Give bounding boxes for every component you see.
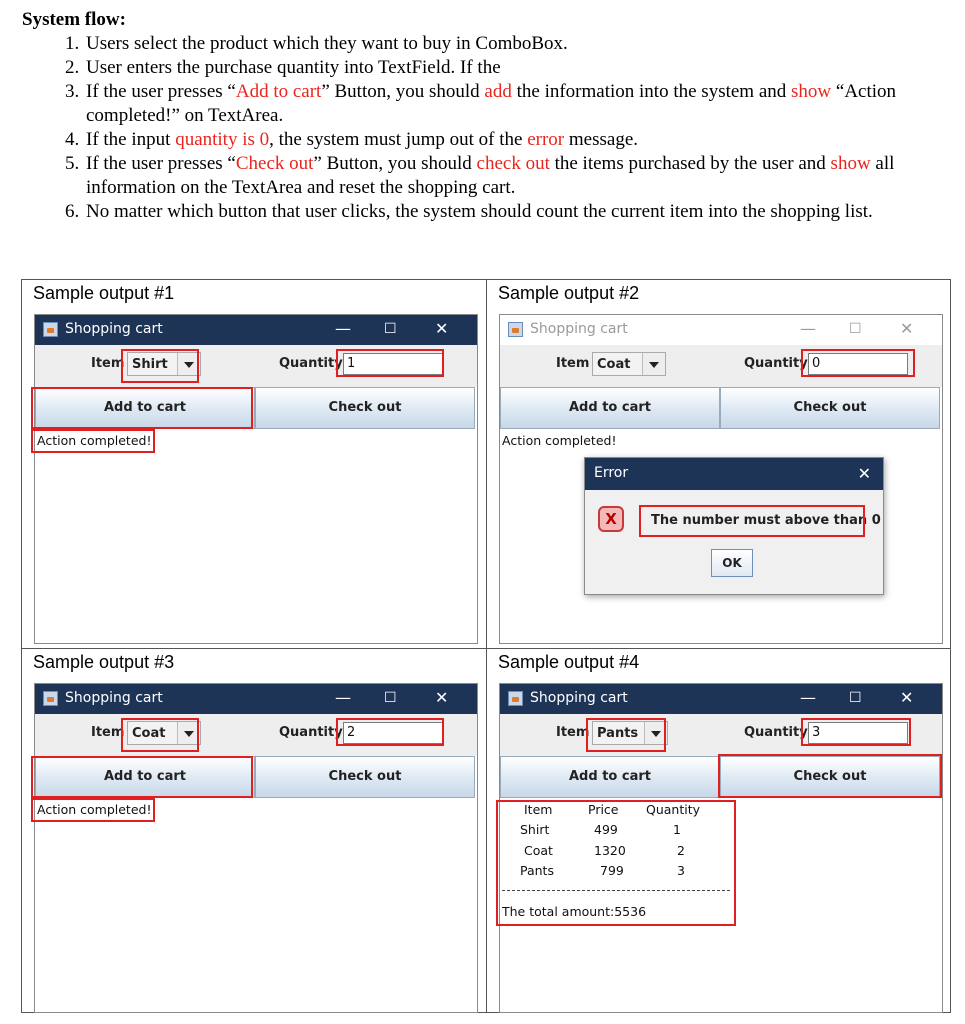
receipt-cell: 799 xyxy=(600,863,624,878)
java-app-icon xyxy=(43,691,58,706)
receipt-cell: Pants xyxy=(520,863,554,878)
step5-red: Check out xyxy=(235,153,314,174)
quantity-label: Quantity xyxy=(744,356,808,371)
add-to-cart-button[interactable]: Add to cart xyxy=(35,756,255,798)
error-message: The number must above than 0 xyxy=(651,513,881,528)
highlight-box xyxy=(31,756,253,798)
flow-step-3 xyxy=(84,80,947,128)
system-flow xyxy=(22,8,947,224)
item-label: Item xyxy=(91,356,125,371)
check-out-button[interactable]: Check out xyxy=(255,756,475,798)
step3-text: ” Button, you should xyxy=(321,81,485,102)
add-to-cart-button[interactable]: Add to cart xyxy=(500,756,720,798)
receipt-cell: 3 xyxy=(677,863,685,878)
output-textarea[interactable] xyxy=(35,798,477,1012)
receipt-cell: 2 xyxy=(677,843,685,858)
add-to-cart-button[interactable]: Add to cart xyxy=(35,387,255,429)
step5-text: ” Button, you should xyxy=(313,153,477,174)
item-label: Item xyxy=(556,356,590,371)
step3-red: Add to cart xyxy=(235,81,322,102)
add-to-cart-button[interactable]: Add to cart xyxy=(500,387,720,429)
maximize-icon[interactable]: ☐ xyxy=(384,321,397,337)
close-icon[interactable]: ✕ xyxy=(900,688,914,707)
window-title: Shopping cart xyxy=(65,690,163,706)
highlight-box xyxy=(336,349,444,377)
receipt-cell: 499 xyxy=(594,822,618,837)
flow-title: System flow: xyxy=(22,9,126,30)
quantity-label: Quantity xyxy=(744,725,808,740)
chevron-down-icon[interactable] xyxy=(642,353,665,375)
step3-red: add xyxy=(484,81,512,102)
highlight-box xyxy=(336,718,444,746)
error-dialog xyxy=(584,457,884,595)
output-textarea[interactable] xyxy=(35,429,477,643)
combo-value: Pants xyxy=(597,726,639,741)
highlight-box xyxy=(801,718,911,746)
window-title: Shopping cart xyxy=(65,321,163,337)
receipt-cell: Shirt xyxy=(520,822,550,837)
step3-text: If the user presses “ xyxy=(86,81,236,102)
step4-red: error xyxy=(527,129,565,150)
textarea-text: Action completed! xyxy=(502,433,617,448)
highlight-box xyxy=(31,798,155,822)
item-combobox[interactable] xyxy=(592,352,666,376)
ok-button[interactable]: OK xyxy=(711,549,753,577)
textarea-text: Action completed! xyxy=(37,433,152,448)
maximize-icon[interactable]: ☐ xyxy=(849,690,862,706)
minimize-icon[interactable]: — xyxy=(800,319,816,338)
check-out-button[interactable]: Check out xyxy=(720,387,940,429)
maximize-icon[interactable]: ☐ xyxy=(849,321,862,337)
highlight-box xyxy=(31,429,155,453)
item-label: Item xyxy=(556,725,590,740)
step3-text: “Action completed!” on TextArea. xyxy=(86,81,897,126)
step5-red: check out xyxy=(476,153,550,174)
receipt-cell: 1320 xyxy=(594,843,626,858)
sample-cell-2 xyxy=(487,280,951,648)
highlight-box xyxy=(718,754,942,798)
step4-text: message. xyxy=(564,129,639,150)
flow-step-2: 2. User enters the purchase quantity into TextField. If the xyxy=(84,56,947,80)
java-app-icon xyxy=(508,322,523,337)
error-icon: X xyxy=(598,506,624,532)
flow-step-1: 1. Users select the product which they want to buy in ComboBox. xyxy=(84,32,947,56)
window-title: Shopping cart xyxy=(530,321,628,337)
sample-title: Sample output #1 xyxy=(33,283,175,303)
shopping-cart-window xyxy=(34,683,478,1013)
receipt-header: Price xyxy=(588,802,619,817)
sample-cell-3 xyxy=(22,649,486,1017)
item-label: Item xyxy=(91,725,125,740)
title-bar xyxy=(500,315,942,345)
close-icon[interactable]: ✕ xyxy=(435,688,449,707)
step5-red: show xyxy=(830,153,871,174)
highlight-box xyxy=(639,505,865,537)
receipt-total: The total amount:5536 xyxy=(502,904,647,919)
step3-text: the information into the system and xyxy=(511,81,792,102)
highlight-box xyxy=(496,800,736,926)
sample-title: Sample output #4 xyxy=(498,652,640,672)
check-out-button[interactable]: Check out xyxy=(720,756,940,798)
flow-step-6: 6. No matter which button that user clicks, the system should count the current item into the shopping list. xyxy=(84,200,947,224)
sample-cell-1 xyxy=(22,280,486,648)
sample-output-table xyxy=(21,279,951,1013)
minimize-icon[interactable]: — xyxy=(335,688,351,707)
quantity-value: 0 xyxy=(812,356,821,371)
dialog-title: Error xyxy=(594,465,629,481)
quantity-value: 1 xyxy=(347,356,356,371)
step4-text: If the input xyxy=(86,129,176,150)
step3-red: show xyxy=(791,81,832,102)
highlight-box xyxy=(801,349,915,377)
step4-text: , the system must jump out of the xyxy=(269,129,528,150)
close-icon[interactable]: ✕ xyxy=(900,319,914,338)
quantity-label: Quantity xyxy=(279,725,343,740)
step5-text: If the user presses “ xyxy=(86,153,236,174)
shopping-cart-window xyxy=(34,314,478,644)
quantity-value: 2 xyxy=(347,725,356,740)
flow-step-4 xyxy=(84,128,947,152)
java-app-icon xyxy=(508,691,523,706)
title-bar xyxy=(500,684,942,714)
flow-steps xyxy=(22,32,947,224)
highlight-box xyxy=(586,718,666,752)
highlight-box xyxy=(121,718,199,752)
combo-value: Shirt xyxy=(132,357,168,372)
highlight-box xyxy=(31,387,253,429)
close-icon[interactable]: ✕ xyxy=(435,319,449,338)
highlight-box xyxy=(121,349,199,383)
close-icon[interactable]: ✕ xyxy=(857,464,871,483)
flow-step-5 xyxy=(84,152,947,200)
receipt-header: Quantity xyxy=(646,802,701,817)
check-out-button[interactable]: Check out xyxy=(255,387,475,429)
sample-title: Sample output #3 xyxy=(33,652,175,672)
sample-cell-4 xyxy=(487,649,951,1017)
step5-text: all information on the TextArea and reset the shopping cart. xyxy=(86,153,895,198)
receipt-header: Item xyxy=(524,802,553,817)
dialog-title-bar xyxy=(585,458,883,490)
quantity-value: 3 xyxy=(812,725,821,740)
shopping-cart-window xyxy=(499,314,943,644)
receipt-cell: Coat xyxy=(524,843,553,858)
title-bar xyxy=(35,684,477,714)
java-app-icon xyxy=(43,322,58,337)
minimize-icon[interactable]: — xyxy=(335,319,351,338)
quantity-label: Quantity xyxy=(279,356,343,371)
textarea-text: Action completed! xyxy=(37,802,152,817)
window-title: Shopping cart xyxy=(530,690,628,706)
sample-title: Sample output #2 xyxy=(498,283,640,303)
minimize-icon[interactable]: — xyxy=(800,688,816,707)
shopping-cart-window xyxy=(499,683,943,1013)
title-bar xyxy=(35,315,477,345)
step4-red: quantity is 0 xyxy=(175,129,270,150)
step5-text: the items purchased by the user and xyxy=(549,153,831,174)
receipt-cell: 1 xyxy=(673,822,681,837)
combo-value: Coat xyxy=(132,726,166,741)
maximize-icon[interactable]: ☐ xyxy=(384,690,397,706)
combo-value: Coat xyxy=(597,357,631,372)
